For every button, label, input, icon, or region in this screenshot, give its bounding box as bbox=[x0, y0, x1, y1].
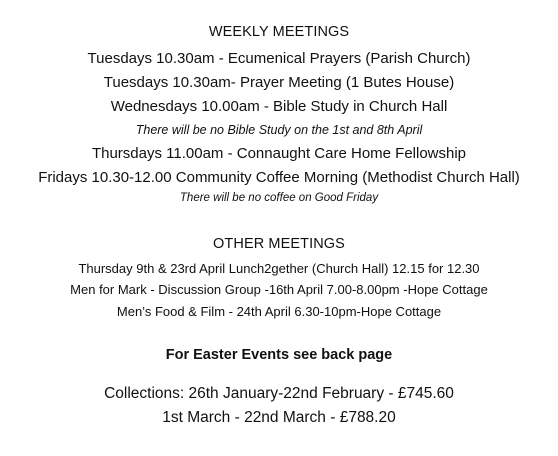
collections-line-1: Collections: 26th January-22nd February - £745.60 bbox=[104, 385, 454, 402]
weekly-item-bible-study: Wednesdays 10.00am - Bible Study in Church Hall bbox=[110, 98, 448, 115]
weekly-item-ecumenical-prayers: Tuesdays 10.30am - Ecumenical Prayers (Parish Church) bbox=[87, 50, 471, 67]
collections-line-2: 1st March - 22nd March - £788.20 bbox=[162, 409, 396, 426]
other-item-lunch2gether: Thursday 9th & 23rd April Lunch2gether (Church Hall) 12.15 for 12.30 bbox=[78, 261, 480, 276]
weekly-item-prayer-meeting: Tuesdays 10.30am- Prayer Meeting (1 Butes House) bbox=[103, 74, 455, 91]
bible-study-note: There will be no Bible Study on the 1st and 8th April bbox=[135, 123, 423, 137]
other-meetings-heading: OTHER MEETINGS bbox=[213, 236, 345, 252]
weekly-item-coffee-morning: Fridays 10.30-12.00 Community Coffee Morning (Methodist Church Hall) bbox=[38, 169, 520, 186]
weekly-item-care-home-fellowship: Thursdays 11.00am - Connaught Care Home Fellowship bbox=[91, 145, 467, 162]
easter-events-note: For Easter Events see back page bbox=[165, 347, 393, 363]
weekly-meetings-heading: WEEKLY MEETINGS bbox=[208, 24, 350, 40]
coffee-note: There will be no coffee on Good Friday bbox=[179, 192, 379, 204]
other-item-men-for-mark: Men for Mark - Discussion Group -16th April 7.00-8.00pm -Hope Cottage bbox=[70, 282, 488, 297]
other-item-food-and-film: Men’s Food & Film - 24th April 6.30-10pm-Hope Cottage bbox=[116, 304, 442, 319]
